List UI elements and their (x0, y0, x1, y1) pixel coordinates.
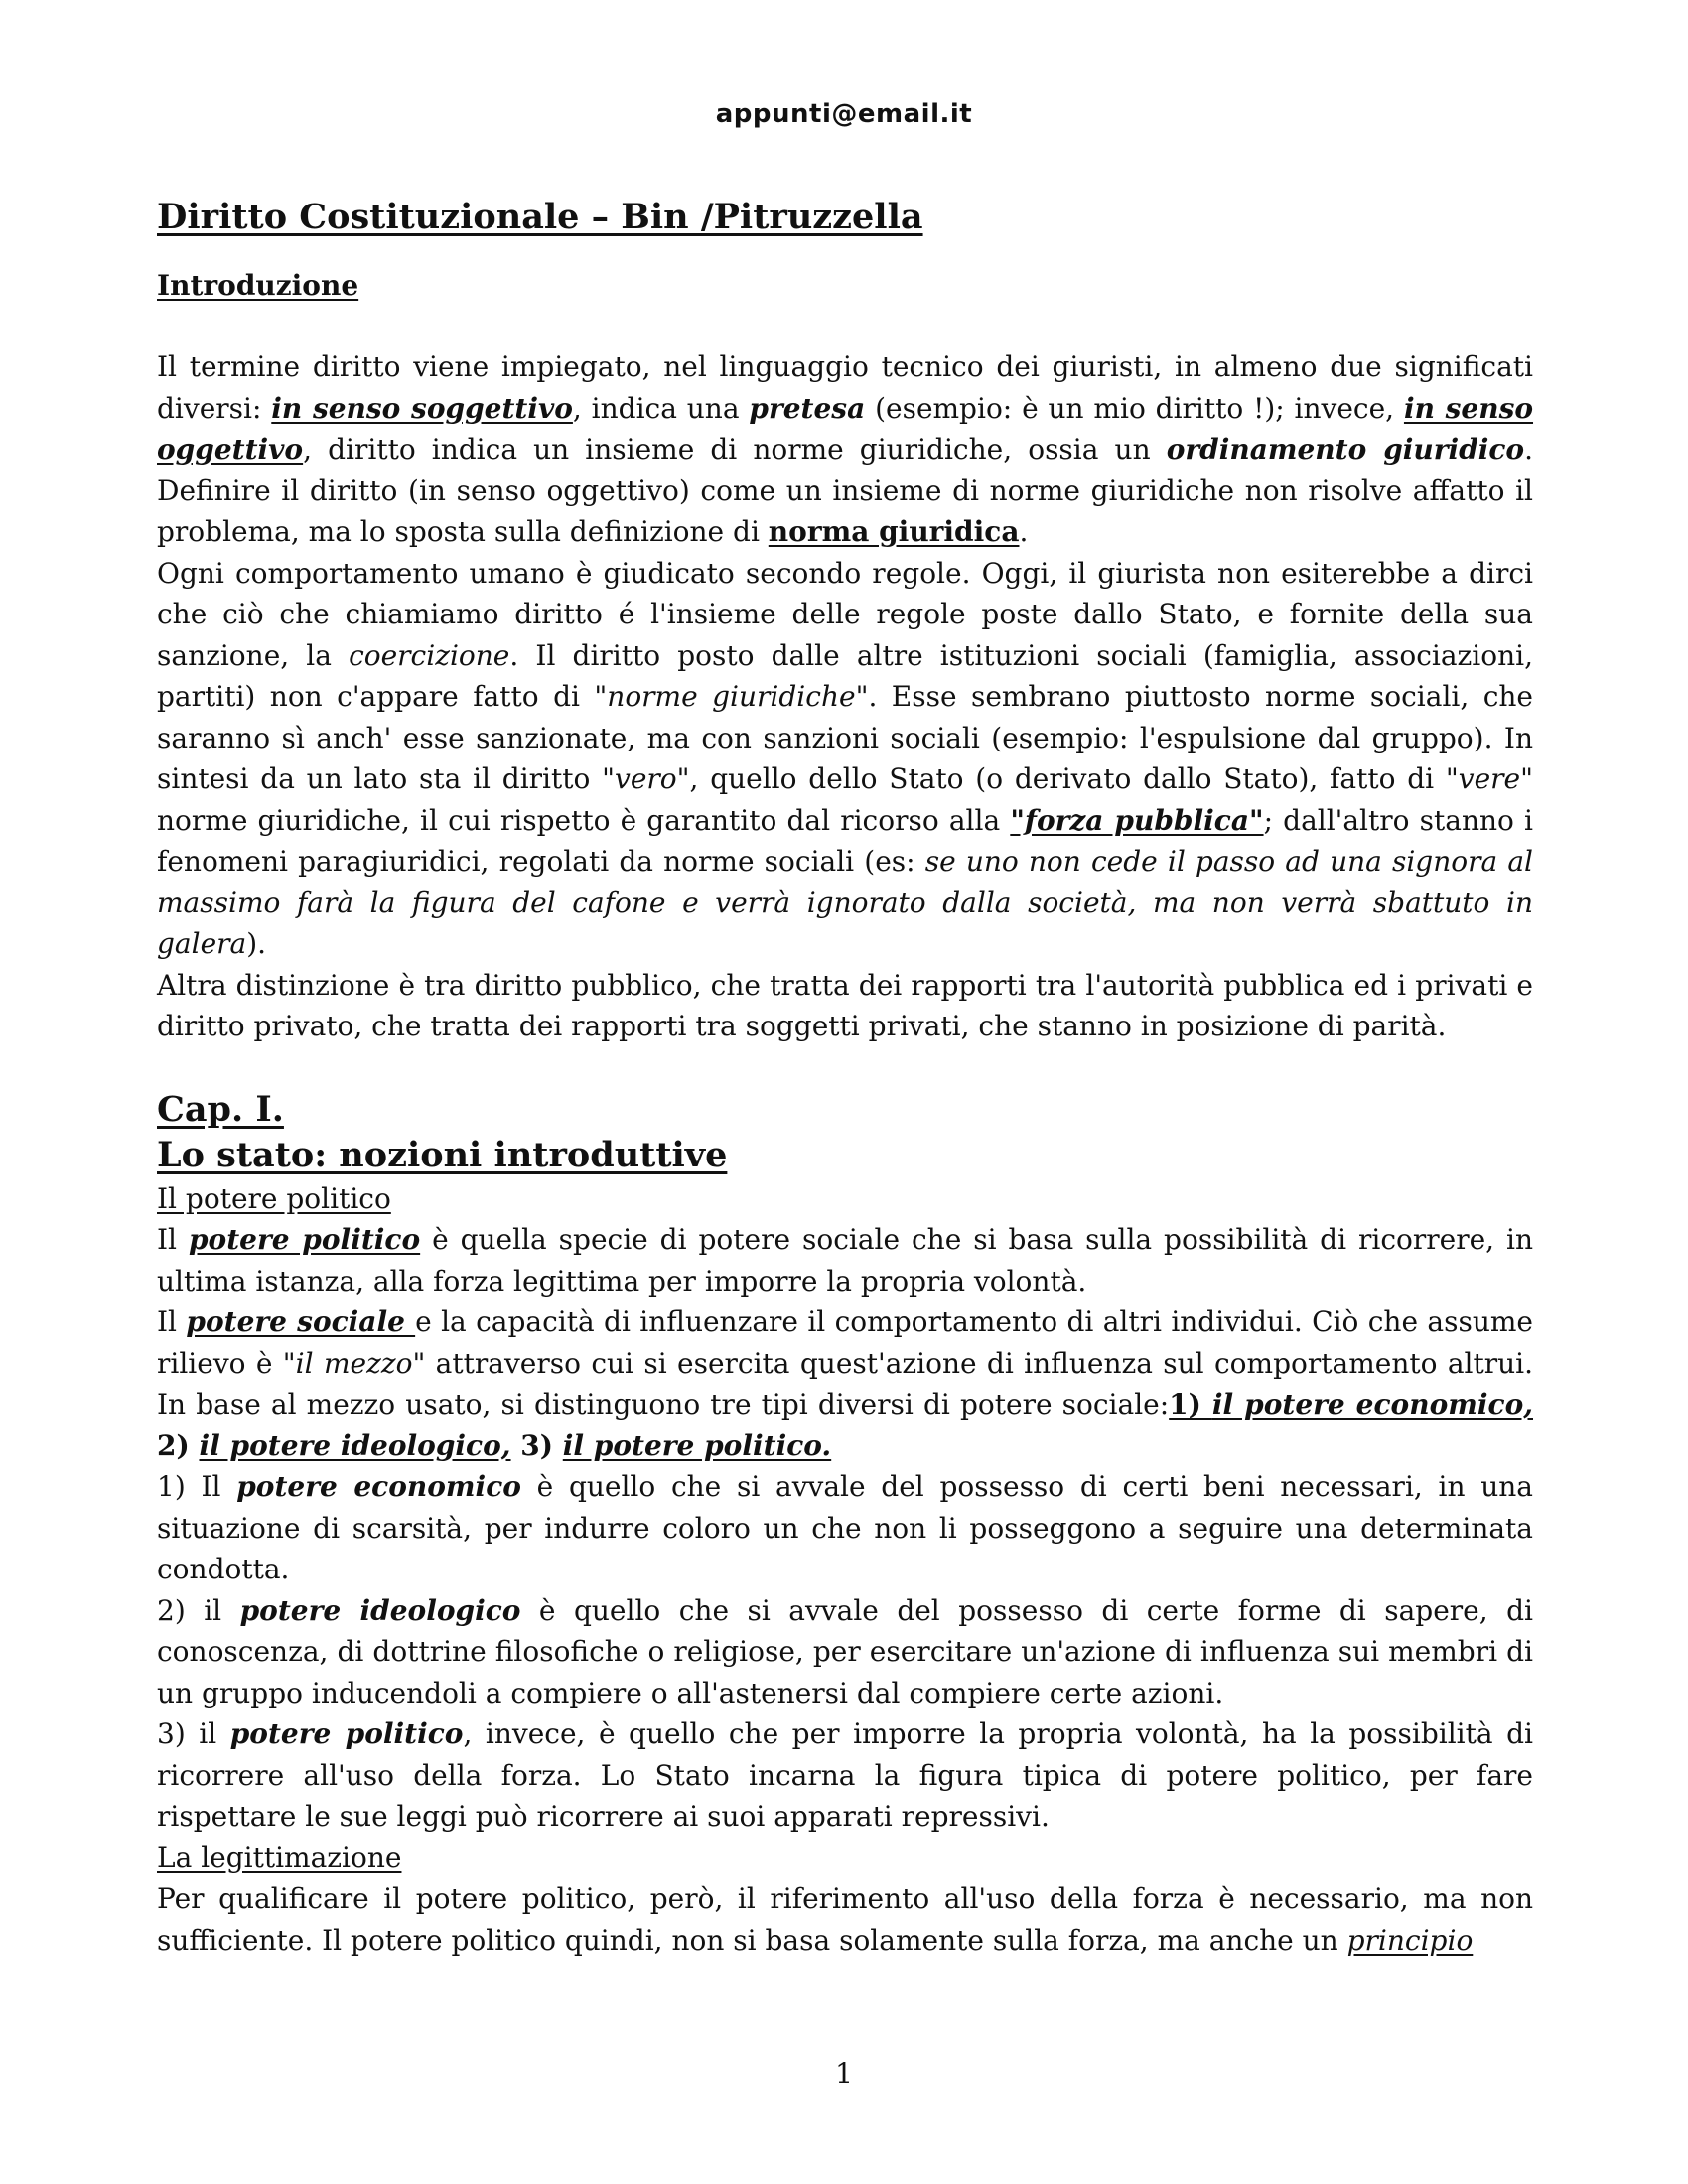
keyword-potere-economico-def: potere economico (236, 1470, 521, 1503)
text: " norme giuridiche, il cui rispetto è garantito dal ricorso alla (157, 762, 1534, 837)
text: Il (157, 1223, 189, 1256)
keyword-senso-soggettivo: in senso soggettivo (271, 391, 573, 425)
text: Ogni comportamento umano è giudicato secondo regole. Oggi, il giurista non esiterebbe a dirci che ciò che chiamiamo diritto é l'insieme delle regole poste dallo Stato, e fornite della sua sanzione, la (157, 556, 1533, 672)
text: 2) il (157, 1593, 240, 1627)
keyword-vero: vero (615, 762, 677, 795)
chapter-paragraph-2 (157, 1301, 1533, 1466)
keyword-senso-oggettivo: in senso oggettivo (157, 391, 1534, 466)
text: Per qualificare il potere politico, però, il riferimento all'uso della forza è necessario, ma non sufficiente. Il potere politico quindi, non si basa solamente sulla forza, ma anche un (157, 1882, 1533, 1957)
text: 3) il (157, 1717, 230, 1750)
text: ). (246, 927, 267, 960)
keyword-potere-politico: potere politico (188, 1223, 421, 1256)
keyword-forza-pubblica: "forza pubblica" (1010, 803, 1264, 837)
text: . Definire il diritto (in senso oggettivo) come un insieme di norme giuridiche non risolve affatto il problema, ma lo sposta sulla definizione di (157, 433, 1533, 548)
keyword-potere-economico: il potere economico, (1211, 1388, 1533, 1421)
text: è quello che si avvale del possesso di certe forme di sapere, di conoscenza, di dottrine filosofiche o religiose, per esercitare un'azione di influenza sui membri di un gruppo inducendoli a compiere o all'astenersi dal compiere certe azioni. (157, 1593, 1533, 1709)
intro-paragraph-2 (157, 553, 1533, 965)
example-italic: se uno non cede il passo ad una signora al massimo farà la figura del cafone e verrà ignorato dalla società, ma non verrà sbattuto in galera (157, 845, 1533, 960)
list-number-3: 3) (510, 1429, 563, 1462)
chapter-paragraph-5 (157, 1713, 1533, 1838)
intro-paragraph-3: Altra distinzione è tra diritto pubblico, che tratta dei rapporti tra l'autorità pubblica ed i privati e diritto privato, che tratta dei rapporti tra soggetti privati, che stanno in posizione di parità. (157, 968, 1533, 1042)
chapter-paragraph-3 (157, 1466, 1533, 1590)
keyword-norme-giuridiche: norme giuridiche (607, 680, 856, 713)
keyword-norma-giuridica: norma giuridica (768, 515, 1020, 548)
list-number-1: 1) (1169, 1388, 1212, 1421)
document-title: Diritto Costituzionale – Bin /Pitruzzella (157, 197, 923, 237)
keyword-pretesa: pretesa (749, 391, 866, 425)
text: " attraverso cui si esercita quest'azione di influenza sul comportamento altrui. In base al mezzo usato, si distinguono tre tipi diversi di potere sociale: (157, 1346, 1533, 1421)
text: ; dall'altro stanno i fenomeni paragiuridici, regolati da norme sociali (es: (157, 803, 1533, 878)
chapter-label: Cap. I. (157, 1088, 284, 1130)
keyword-potere-politico-def: potere politico (229, 1717, 464, 1750)
keyword-potere-politico-list: il potere politico. (562, 1429, 832, 1462)
keyword-principio: principio (1346, 1923, 1474, 1957)
keyword-coercizione: coercizione (349, 638, 510, 672)
text: . Il diritto posto dalle altre istituzioni sociali (famiglia, associazioni, partiti) non c'appare fatto di " (157, 638, 1533, 713)
text: ", quello dello Stato (o derivato dallo Stato), fatto di " (676, 762, 1459, 795)
text: (esempio: è un mio diritto !); invece, (865, 391, 1404, 425)
chapter-paragraph-1 (157, 1219, 1533, 1301)
keyword-il-mezzo: il mezzo (295, 1346, 413, 1380)
intro-paragraph-1 (157, 346, 1533, 553)
text: , indica una (572, 391, 750, 425)
keyword-ordinamento-giuridico: ordinamento giuridico (1166, 433, 1525, 466)
text: è quella specie di potere sociale che si basa sulla possibilità di ricorrere, in ultima istanza, alla forza legittima per imporre la propria volontà. (157, 1223, 1534, 1297)
document-body (157, 194, 1533, 1961)
page-number: 1 (835, 2057, 853, 2090)
text: e la capacità di influenzare il comportamento di altri individui. Ciò che assume rilievo è " (157, 1305, 1533, 1380)
keyword-vere: vere (1458, 762, 1521, 795)
keyword-potere-sociale: potere sociale (186, 1305, 416, 1338)
subheading-legittimazione: La legittimazione (157, 1841, 402, 1874)
header-email: appunti@email.it (715, 99, 973, 129)
chapter-paragraph-6 (157, 1878, 1533, 1961)
list-number-2: 2) (157, 1429, 200, 1462)
text: . (1019, 515, 1029, 548)
section-heading-introduzione: Introduzione (157, 269, 359, 302)
text: è quello che si avvale del possesso di certi beni necessari, in una situazione di scarsità, per indurre coloro un che non li posseggono a seguire una determinata condotta. (157, 1470, 1533, 1585)
subheading-potere-politico: Il potere politico (157, 1181, 391, 1215)
text: 1) Il (157, 1470, 237, 1503)
keyword-potere-ideologico-def: potere ideologico (239, 1593, 521, 1627)
chapter-paragraph-4 (157, 1590, 1533, 1714)
text: Il (157, 1305, 187, 1338)
text: Il termine diritto viene impiegato, nel linguaggio tecnico dei giuristi, in almeno due significati diversi: (157, 350, 1533, 425)
keyword-potere-ideologico: il potere ideologico, (199, 1429, 511, 1462)
text: ". Esse sembrano piuttosto norme sociali, che saranno sì anch' esse sanzionate, ma con sanzioni sociali (esempio: l'espulsione dal gruppo). In sintesi da un lato sta il diritto " (157, 680, 1533, 795)
text: , diritto indica un insieme di norme giuridiche, ossia un (303, 433, 1167, 466)
text: , invece, è quello che per imporre la propria volontà, ha la possibilità di ricorrere all'uso della forza. Lo Stato incarna la figura tipica di potere politico, per fare rispettare le sue leggi può ricorrere ai suoi apparati repressivi. (157, 1717, 1533, 1833)
chapter-title: Lo stato: nozioni introduttive (157, 1134, 728, 1175)
